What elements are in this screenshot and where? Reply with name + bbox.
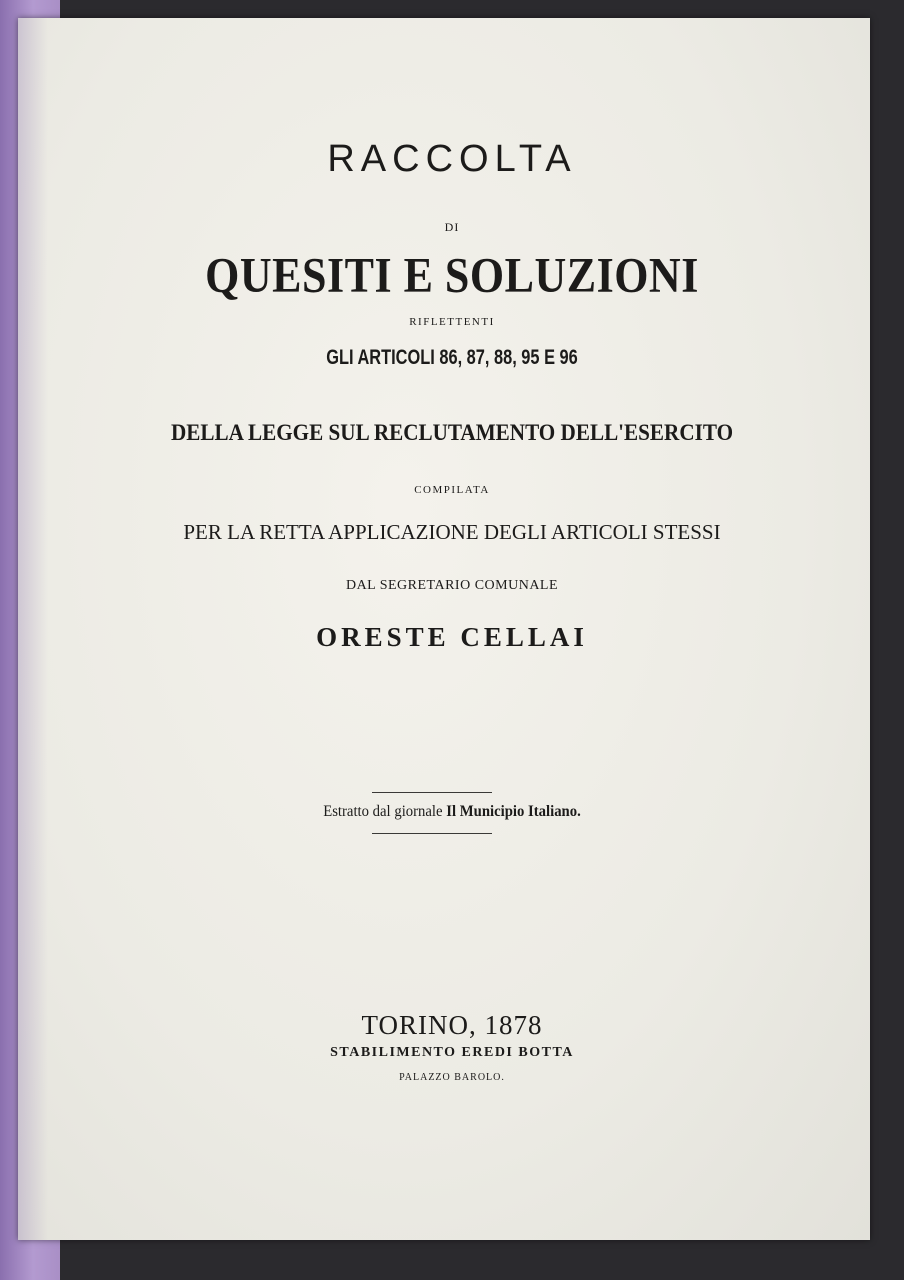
connector-compilata: COMPILATA: [414, 484, 490, 496]
law-line: DELLA LEGGE SUL RECLUTAMENTO DELL'ESERCITO: [170, 420, 734, 445]
journal-name: Il Municipio Italiano.: [446, 803, 581, 820]
divider-bottom: [372, 833, 492, 834]
place-year: TORINO, 1878: [361, 1010, 543, 1040]
excerpt-note: [36, 803, 868, 821]
excerpt-prefix: Estratto dal giornale: [323, 803, 447, 820]
main-title: QUESITI E SOLUZIONI: [205, 248, 699, 303]
author-name: ORESTE CELLAI: [316, 622, 588, 652]
connector-riflettenti: RIFLETTENTI: [409, 316, 495, 328]
author-role: DAL SEGRETARIO COMUNALE: [345, 578, 559, 593]
divider-top: [372, 792, 492, 793]
printer-address: PALAZZO BAROLO.: [399, 1072, 505, 1083]
printer-name: STABILIMENTO EREDI BOTTA: [330, 1045, 574, 1060]
heading-raccolta: RACCOLTA: [327, 138, 577, 180]
purpose-line: PER LA RETTA APPLICAZIONE DEGLI ARTICOLI STESSI: [183, 520, 721, 544]
articles-line: GLI ARTICOLI 86, 87, 88, 95 E 96: [326, 346, 578, 369]
connector-di: DI: [444, 220, 460, 234]
